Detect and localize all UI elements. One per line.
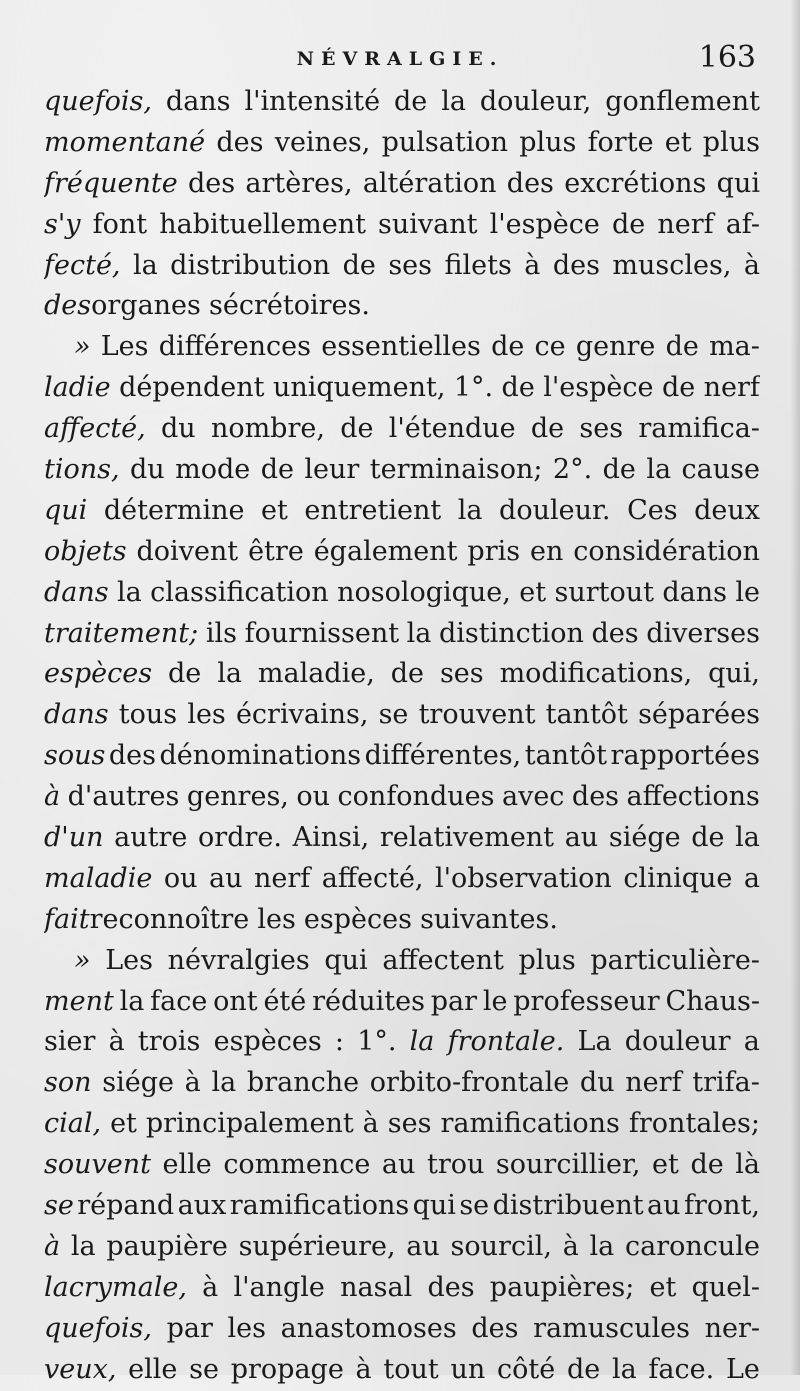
word: et bbox=[664, 126, 692, 158]
word: de bbox=[390, 658, 424, 690]
word: clinique bbox=[623, 862, 733, 894]
word: ce bbox=[534, 331, 566, 363]
word: dans bbox=[44, 576, 109, 608]
word: uniquement, bbox=[272, 372, 446, 404]
word: qui bbox=[412, 1190, 456, 1222]
text-line bbox=[44, 900, 760, 941]
word: momentané bbox=[44, 126, 206, 158]
word: ramifications bbox=[440, 1108, 620, 1140]
word: de bbox=[602, 454, 636, 486]
word: 2°. bbox=[552, 454, 593, 486]
word: Ces bbox=[627, 494, 678, 526]
page-number: 163 bbox=[698, 40, 756, 75]
word: forte bbox=[587, 126, 654, 158]
word: espèces bbox=[44, 658, 153, 690]
word: dans bbox=[44, 699, 109, 731]
word: elle bbox=[162, 1149, 212, 1181]
word: dans bbox=[662, 576, 727, 608]
word: à bbox=[108, 1026, 125, 1058]
word: essentielles bbox=[321, 331, 481, 363]
word: La bbox=[577, 1026, 612, 1058]
word: supérieure, bbox=[238, 1230, 396, 1262]
word: la bbox=[409, 1026, 435, 1058]
word: leur bbox=[304, 454, 360, 486]
word: à bbox=[562, 1230, 579, 1262]
word: sourcil, bbox=[450, 1230, 552, 1262]
word: nasal bbox=[340, 1271, 413, 1303]
word: la bbox=[406, 617, 432, 649]
word: des bbox=[471, 1312, 519, 1344]
word: siége bbox=[608, 822, 681, 854]
word: de bbox=[260, 454, 294, 486]
word: de bbox=[665, 331, 699, 363]
word: Les bbox=[100, 331, 149, 363]
word: pris bbox=[467, 535, 521, 567]
body-text bbox=[44, 82, 760, 1391]
word: ramuscules bbox=[533, 1312, 690, 1344]
word: des bbox=[552, 249, 600, 281]
word: objets bbox=[44, 535, 127, 567]
word: ou bbox=[296, 781, 331, 813]
word: distribution bbox=[170, 249, 331, 281]
word: des bbox=[506, 167, 554, 199]
word: relativement bbox=[379, 822, 555, 854]
word: à bbox=[362, 1108, 379, 1140]
word: espèces bbox=[303, 903, 412, 935]
word: excrétions bbox=[564, 167, 707, 199]
text-line bbox=[44, 327, 760, 368]
word: affecté, bbox=[321, 862, 424, 894]
text-line bbox=[44, 1309, 760, 1350]
word: front, bbox=[683, 1190, 760, 1222]
word: Chaus- bbox=[665, 985, 760, 1017]
word: 1°. bbox=[453, 372, 494, 404]
word: quefois, bbox=[44, 86, 152, 117]
word: ladie bbox=[44, 372, 111, 404]
word: qui bbox=[44, 494, 88, 526]
word: et bbox=[652, 1149, 679, 1181]
word: la bbox=[211, 1067, 237, 1099]
text-line bbox=[44, 818, 760, 859]
word: entretient bbox=[304, 494, 442, 526]
word: et bbox=[261, 494, 288, 526]
word: tantôt bbox=[545, 699, 628, 731]
text-line bbox=[44, 1227, 760, 1268]
word: les bbox=[227, 1312, 267, 1344]
word: filets bbox=[444, 249, 512, 281]
word: artères, bbox=[245, 167, 353, 199]
text-line bbox=[44, 82, 760, 123]
text-line bbox=[44, 1022, 760, 1063]
word: nosologique, bbox=[337, 576, 511, 608]
text-line bbox=[44, 409, 760, 450]
word: ramifica- bbox=[638, 413, 760, 445]
word: ses bbox=[579, 413, 624, 445]
word: au bbox=[406, 1230, 440, 1262]
word: plus bbox=[702, 126, 760, 158]
word: détermine bbox=[103, 494, 245, 526]
word: différentes, bbox=[364, 740, 522, 772]
word: distinction bbox=[439, 617, 584, 649]
word: genre bbox=[575, 331, 656, 363]
word: plus bbox=[518, 944, 576, 976]
word: considération bbox=[573, 535, 760, 567]
word: par bbox=[166, 1312, 213, 1344]
word: Les bbox=[105, 944, 153, 976]
word: de bbox=[342, 249, 376, 281]
word: à bbox=[743, 249, 760, 281]
word: de bbox=[611, 208, 646, 240]
word: ses bbox=[388, 249, 433, 281]
word: nombre, bbox=[210, 413, 325, 445]
word: ma- bbox=[709, 331, 760, 363]
word: séparées bbox=[638, 699, 760, 731]
word: également bbox=[313, 535, 458, 567]
word: genres, bbox=[186, 781, 289, 813]
word: font bbox=[92, 208, 148, 240]
word: face. bbox=[648, 1353, 715, 1385]
word: espèces bbox=[213, 1026, 322, 1058]
text-line bbox=[44, 450, 760, 491]
word: organes bbox=[91, 290, 201, 322]
word: au bbox=[208, 862, 243, 894]
word: du bbox=[161, 413, 196, 445]
text-line bbox=[44, 1063, 760, 1104]
word: de bbox=[690, 1149, 724, 1181]
word: en bbox=[530, 535, 564, 567]
word: la bbox=[70, 1230, 96, 1262]
word: af- bbox=[725, 208, 760, 240]
text-line bbox=[44, 246, 760, 287]
text-line bbox=[44, 368, 760, 409]
word: : bbox=[334, 1026, 344, 1058]
word: la bbox=[117, 576, 142, 608]
word: répand bbox=[77, 1190, 175, 1222]
word: anastomoses bbox=[280, 1312, 457, 1344]
word: lacrymale, bbox=[44, 1271, 187, 1303]
word: professeur bbox=[513, 985, 660, 1017]
word: tions, bbox=[44, 454, 120, 486]
word: et bbox=[110, 1108, 137, 1140]
word: de bbox=[501, 372, 535, 404]
word: » bbox=[74, 331, 91, 363]
word: fournissent bbox=[244, 617, 400, 649]
text-line bbox=[44, 123, 760, 164]
word: à bbox=[184, 1067, 201, 1099]
word: » bbox=[74, 944, 91, 976]
word: commence bbox=[223, 1149, 371, 1181]
word: la bbox=[735, 822, 760, 854]
word: les bbox=[187, 699, 226, 731]
word: surtout bbox=[554, 576, 654, 608]
word: se bbox=[189, 1353, 219, 1385]
word: traitement; bbox=[44, 617, 199, 649]
word: à bbox=[44, 1230, 61, 1262]
word: au bbox=[381, 1149, 416, 1181]
word: fréquente bbox=[44, 167, 178, 199]
text-line bbox=[44, 1186, 760, 1227]
word: Ainsi, bbox=[292, 822, 370, 854]
word: propage bbox=[230, 1353, 344, 1385]
word: été bbox=[263, 985, 307, 1017]
word: maladie bbox=[44, 862, 153, 894]
word: veux, bbox=[44, 1353, 117, 1385]
word: des bbox=[427, 1271, 475, 1303]
word: affectent bbox=[382, 944, 504, 976]
word: au bbox=[564, 822, 599, 854]
word: douleur, bbox=[479, 86, 592, 117]
word: côté bbox=[497, 1353, 556, 1385]
word: altération bbox=[362, 167, 497, 199]
word: et bbox=[649, 1271, 677, 1303]
text-line bbox=[44, 654, 760, 695]
word: doivent bbox=[136, 535, 239, 567]
word: cause bbox=[681, 454, 760, 486]
word: elle bbox=[128, 1353, 178, 1385]
word: douleur. bbox=[499, 494, 611, 526]
text-line bbox=[44, 532, 760, 573]
word: de bbox=[661, 372, 696, 404]
word: ses bbox=[387, 1108, 432, 1140]
word: sourcillier, bbox=[495, 1149, 641, 1181]
word: quel- bbox=[691, 1271, 760, 1303]
word: veines, bbox=[274, 126, 371, 158]
word: Le bbox=[725, 1353, 760, 1385]
word: plus bbox=[519, 126, 577, 158]
word: qui bbox=[716, 167, 760, 199]
word: là bbox=[735, 1149, 760, 1181]
word: différences bbox=[158, 331, 312, 363]
word: reconnoître bbox=[89, 903, 250, 935]
text-line bbox=[44, 573, 760, 614]
text-line bbox=[44, 1350, 760, 1391]
word: diverses bbox=[646, 617, 760, 649]
word: orbito-frontale bbox=[369, 1067, 570, 1099]
page-edge-shadow bbox=[790, 0, 800, 1375]
word: affecté, bbox=[44, 413, 146, 445]
word: tantôt bbox=[524, 740, 608, 772]
word: son bbox=[44, 1067, 92, 1099]
word: se bbox=[378, 699, 409, 731]
word: modifications, bbox=[499, 658, 693, 690]
word: fecté, bbox=[44, 249, 121, 281]
word: maladie, bbox=[257, 658, 375, 690]
word: a bbox=[743, 862, 760, 894]
page-header bbox=[44, 40, 756, 80]
word: mode bbox=[175, 454, 251, 486]
word: muscles, bbox=[612, 249, 732, 281]
word: quefois, bbox=[44, 1312, 152, 1344]
word: pulsation bbox=[381, 126, 508, 158]
word: d'autres bbox=[67, 781, 180, 813]
word: douleur bbox=[624, 1026, 731, 1058]
word: de bbox=[394, 86, 428, 117]
word: suivant bbox=[378, 208, 478, 240]
word: l'espèce bbox=[543, 372, 654, 404]
word: de bbox=[530, 413, 565, 445]
word: ont bbox=[213, 985, 258, 1017]
word: la bbox=[611, 1353, 637, 1385]
word: d'un bbox=[44, 822, 104, 854]
word: nerf bbox=[253, 862, 311, 894]
text-line bbox=[44, 941, 760, 982]
word: le bbox=[482, 985, 508, 1017]
word: qui, bbox=[708, 658, 760, 690]
word: frontales; bbox=[628, 1108, 760, 1140]
word: tout bbox=[383, 1353, 439, 1385]
word: la bbox=[441, 86, 466, 117]
word: deux bbox=[694, 494, 760, 526]
word: la bbox=[132, 249, 158, 281]
word: affections bbox=[626, 781, 760, 813]
word: des bbox=[188, 167, 236, 199]
word: les bbox=[257, 903, 296, 935]
word: avec bbox=[501, 781, 565, 813]
word: l'observation bbox=[435, 862, 612, 894]
word: réduites bbox=[312, 985, 425, 1017]
word: de bbox=[168, 658, 202, 690]
word: sous bbox=[44, 740, 106, 772]
word: névralgies bbox=[167, 944, 310, 976]
word: la bbox=[646, 454, 672, 486]
text-line bbox=[44, 736, 760, 777]
word: confondues bbox=[337, 781, 495, 813]
word: la bbox=[589, 1230, 615, 1262]
word: des bbox=[571, 781, 620, 813]
word: gonflement bbox=[605, 86, 760, 117]
word: de bbox=[340, 413, 374, 445]
word: principalement bbox=[145, 1108, 354, 1140]
word: nerf bbox=[703, 372, 760, 404]
text-line bbox=[44, 491, 760, 532]
word: un bbox=[450, 1353, 486, 1385]
word: ment bbox=[44, 985, 114, 1017]
word: 1°. bbox=[357, 1026, 397, 1058]
word: siége bbox=[102, 1067, 174, 1099]
word: trois bbox=[137, 1026, 201, 1058]
word: nerf bbox=[657, 208, 714, 240]
word: se bbox=[44, 1190, 74, 1222]
text-line bbox=[44, 777, 760, 818]
word: être bbox=[248, 535, 304, 567]
word: habituellement bbox=[159, 208, 366, 240]
text-line bbox=[44, 286, 760, 327]
word: écrivains, bbox=[235, 699, 369, 731]
text-line bbox=[44, 614, 760, 655]
word: de bbox=[691, 822, 725, 854]
word: dans bbox=[165, 86, 231, 117]
word: de bbox=[491, 331, 525, 363]
word: des bbox=[591, 617, 639, 649]
text-line bbox=[44, 205, 760, 246]
text-line bbox=[44, 859, 760, 900]
word: au bbox=[647, 1190, 681, 1222]
word: des bbox=[216, 126, 264, 158]
word: paupières; bbox=[489, 1271, 635, 1303]
running-title: NÉVRALGIE. bbox=[296, 48, 504, 70]
word: trouvent bbox=[418, 699, 536, 731]
word: ordre. bbox=[198, 822, 282, 854]
text-line bbox=[44, 1145, 760, 1186]
word: terminaison; bbox=[369, 454, 543, 486]
text-line bbox=[44, 695, 760, 736]
word: la bbox=[217, 658, 242, 690]
word: frontale. bbox=[447, 1026, 565, 1058]
word: paupière bbox=[106, 1230, 228, 1262]
word: de bbox=[566, 1353, 601, 1385]
word: face bbox=[150, 985, 208, 1017]
word: sier bbox=[44, 1026, 96, 1058]
word: le bbox=[735, 576, 760, 608]
word: du bbox=[130, 454, 165, 486]
text-line bbox=[44, 1104, 760, 1145]
word: a bbox=[743, 1026, 760, 1058]
word: ner- bbox=[704, 1312, 760, 1344]
word: rapportées bbox=[610, 740, 760, 772]
word: caroncule bbox=[625, 1230, 760, 1262]
word: autre bbox=[114, 822, 188, 854]
word: et bbox=[519, 576, 547, 608]
word: du bbox=[579, 1067, 615, 1099]
word: distribuent bbox=[492, 1190, 644, 1222]
word: nerf bbox=[625, 1067, 682, 1099]
word: à bbox=[355, 1353, 372, 1385]
word: l'étendue bbox=[388, 413, 516, 445]
word: branche bbox=[246, 1067, 360, 1099]
word: la bbox=[457, 494, 483, 526]
word: l'espèce bbox=[489, 208, 600, 240]
word: se bbox=[459, 1190, 490, 1222]
text-line bbox=[44, 164, 760, 205]
word: ses bbox=[439, 658, 484, 690]
text-line bbox=[44, 1268, 760, 1309]
word: à bbox=[44, 781, 61, 813]
word: la bbox=[119, 985, 145, 1017]
word: trou bbox=[426, 1149, 485, 1181]
word: suivantes. bbox=[420, 903, 558, 935]
word: tous bbox=[118, 699, 178, 731]
word: s'y bbox=[44, 208, 81, 240]
word: l'intensité bbox=[244, 86, 381, 117]
word: des bbox=[108, 740, 156, 772]
word: sécrétoires. bbox=[209, 290, 370, 322]
word: à bbox=[524, 249, 541, 281]
word: aux bbox=[177, 1190, 227, 1222]
word: qui bbox=[324, 944, 368, 976]
word: l'angle bbox=[233, 1271, 325, 1303]
text-line bbox=[44, 982, 760, 1023]
word: classification bbox=[150, 576, 329, 608]
word: dénominations bbox=[159, 740, 362, 772]
word: par bbox=[430, 985, 478, 1017]
word: dépendent bbox=[119, 372, 265, 404]
word: à bbox=[202, 1271, 219, 1303]
word: ils bbox=[205, 617, 237, 649]
word: ou bbox=[163, 862, 198, 894]
word: ramifications bbox=[229, 1190, 410, 1222]
word: cial, bbox=[44, 1108, 102, 1140]
word: souvent bbox=[44, 1149, 151, 1181]
word: particulière- bbox=[590, 944, 760, 976]
word: trifa- bbox=[692, 1067, 760, 1099]
word: des bbox=[44, 290, 92, 322]
word: fait bbox=[44, 903, 90, 935]
